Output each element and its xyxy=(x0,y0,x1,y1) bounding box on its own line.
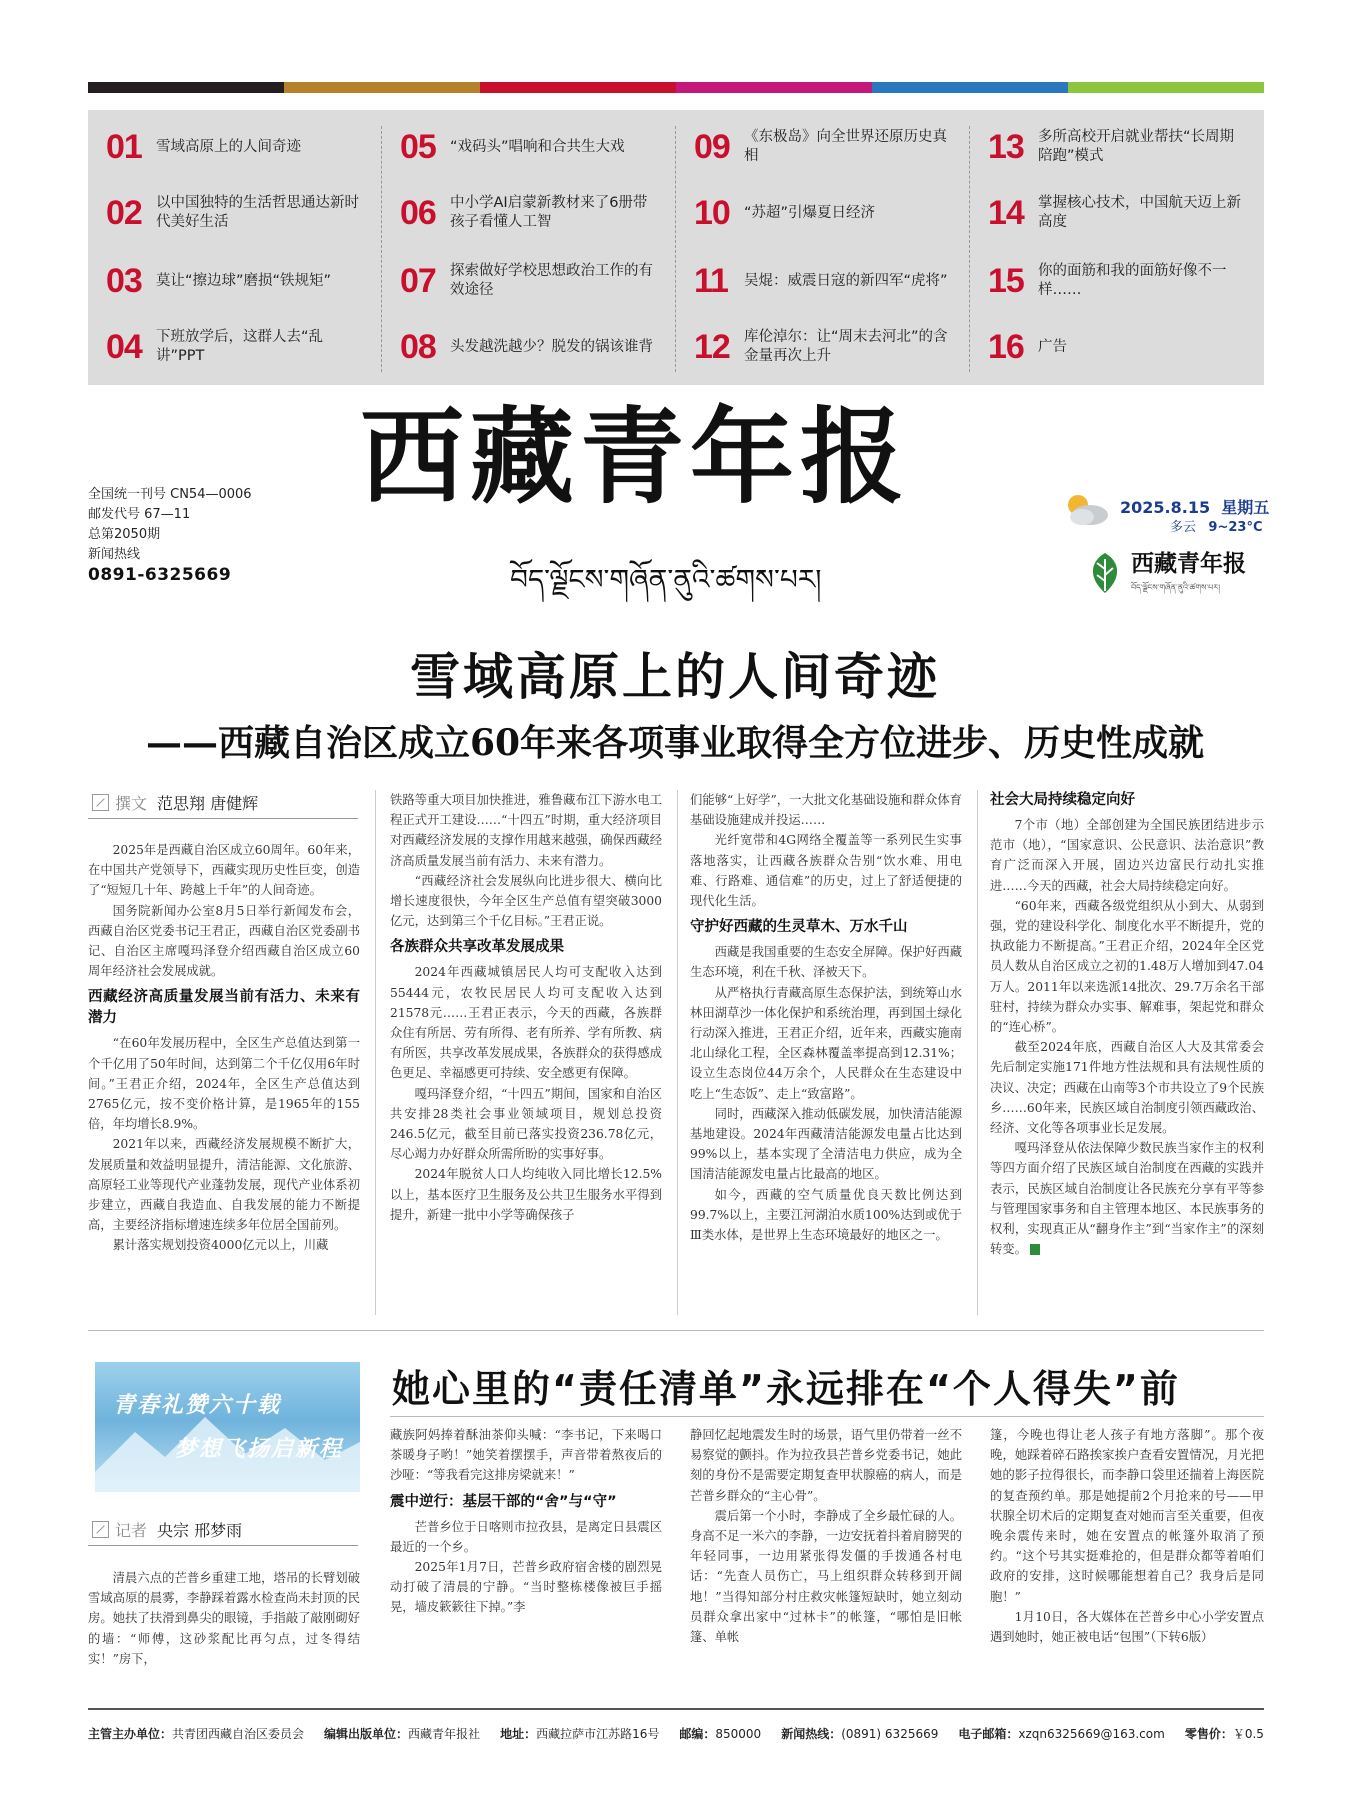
index-title: “戏码头”唱响和合共生大戏 xyxy=(450,138,625,155)
index-item[interactable] xyxy=(88,120,366,174)
issue-date xyxy=(1120,495,1269,518)
index-number: 11 xyxy=(694,261,728,300)
footer-label: 零售价： xyxy=(1184,1727,1233,1741)
index-title: 下班放学后，这群人去“乱讲”PPT xyxy=(156,329,324,364)
byline-authors: 央宗 邢梦雨 xyxy=(157,1521,243,1540)
color-bar-segment xyxy=(1068,82,1264,93)
index-number: 08 xyxy=(400,327,436,366)
index-number: 12 xyxy=(694,327,730,366)
index-item[interactable] xyxy=(88,254,366,308)
paragraph: 藏族阿妈捧着酥油茶仰头喊：“李书记，下来喝口茶暖身子哟！”她笑着摆摆手，声音带着熬夜后的沙哑：“等我看完这排房梁就来！” xyxy=(390,1428,662,1483)
hotline-label: 新闻热线 xyxy=(88,547,141,562)
color-bar-segment xyxy=(676,82,872,93)
column-divider xyxy=(375,790,376,1315)
article2-column-1 xyxy=(88,1568,360,1669)
paragraph: 嘎玛泽登介绍，“十四五”期间，国家和自治区共安排28类社会事业领域项目，规划总投资246.5亿元，截至目前已落实投资236.78亿元，尽心竭力办好群众所需所盼的实事好事。 xyxy=(390,1086,662,1162)
leaf-logo-icon xyxy=(1085,551,1125,595)
newspaper-logo xyxy=(1085,545,1246,601)
index-item[interactable] xyxy=(676,120,954,174)
color-bar-segment xyxy=(480,82,676,93)
article1-column-3 xyxy=(690,790,962,1245)
banner-mountain-illustration xyxy=(95,1362,360,1492)
footer-postcode xyxy=(679,1725,761,1742)
feature-banner xyxy=(95,1362,360,1492)
footer-value: 西藏拉萨市江苏路16号 xyxy=(536,1727,660,1741)
index-number: 04 xyxy=(106,327,142,366)
index-title: 头发越洗越少？脱发的锅该谁背 xyxy=(450,338,653,355)
index-column xyxy=(382,120,676,378)
footer-rule xyxy=(88,1708,1264,1710)
index-title: 以中国独特的生活哲思通达新时代美好生活 xyxy=(156,195,359,230)
paragraph: 光纤宽带和4G网络全覆盖等一系列民生实事落地落实，让西藏各族群众告别“饮水难、用电难、行路难、通信难”的历史，过上了舒适便捷的现代化生活。 xyxy=(690,833,962,909)
index-column xyxy=(970,120,1264,378)
paragraph xyxy=(990,1138,1264,1259)
issue-number-line: 总第2050期 xyxy=(88,527,161,542)
article2-column-4 xyxy=(990,1425,1264,1647)
byline-rule xyxy=(88,818,358,819)
section-heading: 震中逆行：基层干部的“舍”与“守” xyxy=(390,1493,617,1510)
article2-column-2 xyxy=(390,1425,662,1618)
main-subheadline: ——西藏自治区成立60年来各项事业取得全方位进步、历史性成就 xyxy=(145,722,1205,764)
index-title: 中小学AI启蒙新教材来了6册带孩子看懂人工智 xyxy=(450,195,648,230)
index-number: 01 xyxy=(106,127,142,166)
section-heading: 西藏经济高质量发展当前有活力、未来有潜力 xyxy=(88,989,360,1027)
color-bar-segment xyxy=(88,82,284,93)
footer-label: 新闻热线： xyxy=(781,1727,842,1741)
paragraph: “在60年发展历程中，全区生产总值达到第一个千亿用了50年时间，达到第二个千亿仅用6年时间。”王君正介绍，2024年，全区生产总值达到2765亿元，按不变价格计算，是1965年的155倍，年均增长8.9%。 xyxy=(88,1036,360,1132)
footer-value: 西藏青年报社 xyxy=(408,1727,481,1741)
paragraph: 2025年1月7日，芒普乡政府宿舍楼的剧烈晃动打破了清晨的宁静。“当时整栋楼像被巨手摇晃，墙皮簌簌往下掉。”李 xyxy=(390,1560,662,1615)
byline-label: 记者 xyxy=(115,1521,148,1540)
footer-host xyxy=(88,1725,304,1742)
index-number: 13 xyxy=(988,127,1024,166)
footer-value: xzqn6325669@163.com xyxy=(1018,1727,1165,1741)
index-number: 05 xyxy=(400,127,436,166)
paragraph: “60年来，西藏各级党组织从小到大、从弱到强，党的建设科学化、制度化水平不断提升，党的执政能力不断提高。”王君正介绍，2024年全区党员人数从自治区成立之初的1.48万人增加到47.04万人。2011年以来选派14批次、29.7万余名干部驻村，持续为群众办实事、解难事，架起党和群众的“连心桥”。 xyxy=(990,898,1264,1035)
weekday-text: 星期五 xyxy=(1221,498,1270,517)
index-number: 07 xyxy=(400,261,436,300)
paragraph: 清晨六点的芒普乡重建工地，塔吊的长臂划破雪域高原的晨雾，李静踩着露水检查尚未封顶的民房。她扶了扶滑到鼻尖的眼镜，手指敲了敲刚砌好的墙：“师傅，这砂浆配比再匀点，过冬得结实！”房下， xyxy=(88,1571,360,1666)
paragraph: 静回忆起地震发生时的场景，语气里仍带着一丝不易察觉的颤抖。作为拉孜县芒普乡党委书记，她此刻的身份不是需要定期复查甲状腺癌的病人，而是芒普乡群众的“主心骨”。 xyxy=(690,1428,962,1503)
index-title: 你的面筋和我的面筋好像不一样…… xyxy=(1038,263,1227,298)
masthead-title: 西藏青年报 xyxy=(360,395,911,518)
paragraph: 从严格执行青藏高原生态保护法，到统筹山水林田湖草沙一体化保护和系统治理，再到国土绿化行动深入推进，王君正介绍，近年来，西藏实施南北山绿化工程，全区森林覆盖率提高到12.31%；设立生态岗位44万余个，人民群众在生态建设中吃上“生态饭”、走上“致富路”。 xyxy=(690,985,962,1101)
index-column xyxy=(676,120,970,378)
byline-label: 撰文 xyxy=(115,794,148,813)
footer-value: ￥0.5 xyxy=(1232,1727,1264,1741)
footer-address xyxy=(500,1725,659,1742)
index-item[interactable] xyxy=(382,186,660,240)
paragraph: 铁路等重大项目加快推进，雅鲁藏布江下游水电工程正式开工建设……“十四五”时期，重大经济项目对西藏经济发展的支撑作用越来越强，确保西藏经济高质量发展当前有活力、未来有潜力。 xyxy=(390,793,662,868)
footer xyxy=(88,1725,1264,1742)
column-divider xyxy=(977,790,978,1315)
color-bar-segment xyxy=(284,82,480,93)
publication-info xyxy=(88,485,252,585)
index-item[interactable] xyxy=(676,320,954,374)
paragraph: 2025年是西藏自治区成立60周年。60年来，在中国共产党领导下，西藏实现历史性巨变，创造了“短短几十年、跨越上千年”的人间奇迹。 xyxy=(88,843,360,898)
footer-label: 邮编： xyxy=(679,1727,716,1741)
article1-byline xyxy=(92,791,258,814)
index-number: 14 xyxy=(988,193,1024,232)
article1-column-2 xyxy=(390,790,662,1225)
paragraph-text: 嘎玛泽登从依法保障少数民族当家作主的权利等四方面介绍了民族区域自治制度在西藏的实践并表示，民族区域自治制度让各民族充分享有平等参与管理国家事务和自主管理本地区、本民族事务的权利，实现真正从“翻身作主”到“当家作主”的深刻转变。 xyxy=(990,1141,1264,1257)
index-item[interactable] xyxy=(88,186,366,240)
index-title: 多所高校开启就业帮扶“长周期陪跑”模式 xyxy=(1038,129,1235,164)
paragraph: 国务院新闻办公室8月5日举行新闻发布会，西藏自治区党委书记王君正，西藏自治区党委副书记、自治区主席嘎玛泽登介绍西藏自治区成立60周年经济社会发展成就。 xyxy=(88,903,360,979)
index-item[interactable] xyxy=(88,320,366,374)
paragraph: 同时，西藏深入推动低碳发展，加快清洁能源基地建设。2024年西藏清洁能源发电量占比达到99%以上，基本实现了全清洁电力供应，成为全国清洁能源发电量占比最高的地区。 xyxy=(690,1106,962,1182)
index-item[interactable] xyxy=(970,320,1248,374)
byline-authors: 范思翔 唐健辉 xyxy=(157,794,259,813)
index-item[interactable] xyxy=(970,120,1248,174)
paragraph: 西藏是我国重要的生态安全屏障。保护好西藏生态环境，利在千秋、泽被天下。 xyxy=(690,945,962,980)
index-number: 06 xyxy=(400,193,436,232)
paragraph: 2024年西藏城镇居民人均可支配收入达到55444元，农牧民居民人均可支配收入达到21578元……王君正表示，今天的西藏，各族群众住有所居、劳有所得、老有所养、学有所教、病有所医，共享改革发展成果，各族群众的获得感成色更足、幸福感更可持续、安全感更有保障。 xyxy=(390,965,662,1081)
date-text: 2025.8.15 xyxy=(1120,498,1211,517)
footer-hotline xyxy=(781,1725,938,1742)
article2-byline xyxy=(92,1518,242,1541)
index-item[interactable] xyxy=(382,254,660,308)
paragraph: “西藏经济社会发展纵向比进步很大、横向比增长速度很快，今年全区生产总值有望突破3000亿元，达到第三个千亿目标。”王君正说。 xyxy=(390,873,662,929)
paragraph: 们能够“上好学”，一大批文化基础设施和群众体育基础设施建成并投运…… xyxy=(690,793,962,828)
postal-code-line: 邮发代号 67—11 xyxy=(88,507,191,522)
index-item[interactable] xyxy=(382,120,660,174)
index-number: 09 xyxy=(694,127,730,166)
color-bar-segment xyxy=(872,82,1068,93)
weather-cloudy-icon xyxy=(1060,489,1112,529)
article1-column-1 xyxy=(88,840,360,1256)
byline-rule xyxy=(88,1545,358,1546)
main-headline: 雪域高原上的人间奇迹 xyxy=(410,648,940,706)
article2-column-3 xyxy=(690,1425,962,1647)
section-heading: 各族群众共享改革发展成果 xyxy=(390,939,564,956)
index-title: 广告 xyxy=(1038,338,1067,355)
section-heading: 社会大局持续稳定向好 xyxy=(990,792,1135,808)
masthead-tibetan: བོད་ལྗོངས་གཞོན་ནུའི་ཚགས་པར། xyxy=(510,563,822,596)
index-item[interactable] xyxy=(676,254,954,308)
logo-text: 西藏青年报 xyxy=(1131,550,1246,577)
footer-value: 850000 xyxy=(715,1727,762,1741)
paragraph: 篷，今晚也得让老人孩子有地方落脚”。那个夜晚，她踩着碎石路挨家挨户查看安置情况，月光把她的影子拉得很长，而李静口袋里还揣着上海医院的复查预约单。那是她提前2个月抢来的号——甲状腺全切术后的定期复查对她而言至关重要，但夜晚余震传来时，她在安置点的帐篷外取消了预约。“这个号其实挺难抢的，但是群众都等着咱们政府的安排，这时候哪能想着自己？我身后是同胞！” xyxy=(990,1428,1264,1604)
index-column xyxy=(88,120,382,378)
paragraph: 芒普乡位于日喀则市拉孜县，是离定日县震区最近的一个乡。 xyxy=(390,1519,662,1554)
index-item[interactable] xyxy=(970,254,1248,308)
issn-line: 全国统一刊号 CN54—0006 xyxy=(88,487,252,502)
index-item[interactable] xyxy=(970,186,1248,240)
banner-line-2: 梦想飞扬启新程 xyxy=(175,1436,344,1462)
column-divider xyxy=(677,790,678,1315)
paragraph: 累计落实规划投资4000亿元以上，川藏 xyxy=(112,1238,329,1253)
temperature-text: 9~23°C xyxy=(1208,520,1263,535)
footer-email[interactable] xyxy=(958,1725,1164,1742)
paragraph: 如今，西藏的空气质量优良天数比例达到99.7%以上，主要江河湖泊水质100%达到或优于Ⅲ类水体，是世界上生态环境最好的地区之一。 xyxy=(690,1187,962,1243)
paragraph: 2021年以来，西藏经济发展规模不断扩大，发展质量和效益明显提升，清洁能源、文化旅游、高原轻工业等现代产业蓬勃发展，现代产业体系初步建立，西藏自我造血、自我发展的能力不断提高，主要经济指标增速连续多年位居全国前列。 xyxy=(88,1137,360,1233)
footer-label: 主管主办单位： xyxy=(88,1727,173,1741)
index-title: 掌握核心技术，中国航天迈上新高度 xyxy=(1038,195,1241,230)
hotline-number: 0891-6325669 xyxy=(88,565,232,585)
index-item[interactable] xyxy=(382,320,660,374)
weather-info xyxy=(1170,516,1263,535)
footer-value: (0891) 6325669 xyxy=(841,1727,939,1741)
weather-text: 多云 xyxy=(1170,520,1197,535)
paragraph: 截至2024年底，西藏自治区人大及其常委会先后制定实施171件地方性法规和具有法规性质的决议、决定；西藏在山南等3个市共设立了9个民族乡……60年来，民族区域自治制度引领西藏政治、经济、文化等各项事业长足发展。 xyxy=(990,1040,1264,1136)
section-heading: 守护好西藏的生灵草木、万水千山 xyxy=(690,919,908,936)
index-number: 16 xyxy=(988,327,1024,366)
footer-label: 编辑出版单位： xyxy=(324,1727,409,1741)
paragraph: 7个市（地）全部创建为全国民族团结进步示范市（地），“国家意识、公民意识、法治意识”教育广泛而深入开展，固边兴边富民行动扎实推进……今天的西藏，社会大局持续稳定向好。 xyxy=(990,818,1264,893)
footer-value: 共青团西藏自治区委员会 xyxy=(172,1727,305,1741)
paragraph: 震后第一个小时，李静成了全乡最忙碌的人。身高不足一米六的李静，一边安抚着抖着肩膀哭的年轻同事，一边用紧张得发僵的手拨通各村电话：“先查人员伤亡，马上组织群众转移到开阔地！”当得知部分村庄救灾帐篷短缺时，她立刻动员群众拿出家中“过林卡”的帐篷，“哪怕是旧帐篷、单帐 xyxy=(690,1508,962,1645)
index-number: 10 xyxy=(694,193,730,232)
index-title: “苏超”引爆夏日经济 xyxy=(744,204,876,221)
index-title: 探索做好学校思想政治工作的有效途径 xyxy=(450,263,653,298)
index-title: 吴焜：威震日寇的新四军“虎将” xyxy=(744,272,948,289)
footer-label: 地址： xyxy=(500,1727,537,1741)
contents-index xyxy=(88,110,1264,385)
index-number: 02 xyxy=(106,193,142,232)
end-mark-icon xyxy=(1030,1244,1040,1255)
index-number: 03 xyxy=(106,261,142,300)
footer-editor xyxy=(324,1725,480,1742)
pen-icon xyxy=(92,1521,109,1538)
logo-subtext: བོད་ལྗོངས་གཞོན་ནུའི་ཚགས་པར། xyxy=(1131,583,1220,592)
index-title: 《东极岛》向全世界还原历史真相 xyxy=(744,129,947,164)
article1-column-4 xyxy=(990,790,1264,1259)
pen-icon xyxy=(92,794,109,811)
color-bar xyxy=(88,82,1264,93)
article2-headline: 她心里的“责任清单”永远排在“个人得失”前 xyxy=(392,1367,1180,1411)
footer-price xyxy=(1185,1725,1264,1742)
index-title: 库伦淖尔：让“周末去河北”的含金量再次上升 xyxy=(744,329,948,364)
index-item[interactable] xyxy=(676,186,954,240)
index-title: 雪域高原上的人间奇迹 xyxy=(156,138,301,155)
banner-line-1: 青春礼赞六十载 xyxy=(113,1392,282,1418)
headline-rule xyxy=(390,1416,1264,1417)
paragraph: 2024年脱贫人口人均纯收入同比增长12.5%以上，基本医疗卫生服务及公共卫生服务水平得到提升，新建一批中小学等确保孩子 xyxy=(390,1167,662,1222)
index-number: 15 xyxy=(988,261,1024,300)
index-title: 莫让“擦边球”磨损“铁规矩” xyxy=(156,272,332,289)
paragraph: 1月10日，各大媒体在芒普乡中心小学安置点遇到她时，她正被电话“包围”（下转6版） xyxy=(990,1609,1264,1645)
section-divider xyxy=(88,1330,1264,1331)
footer-label: 电子邮箱： xyxy=(958,1727,1019,1741)
